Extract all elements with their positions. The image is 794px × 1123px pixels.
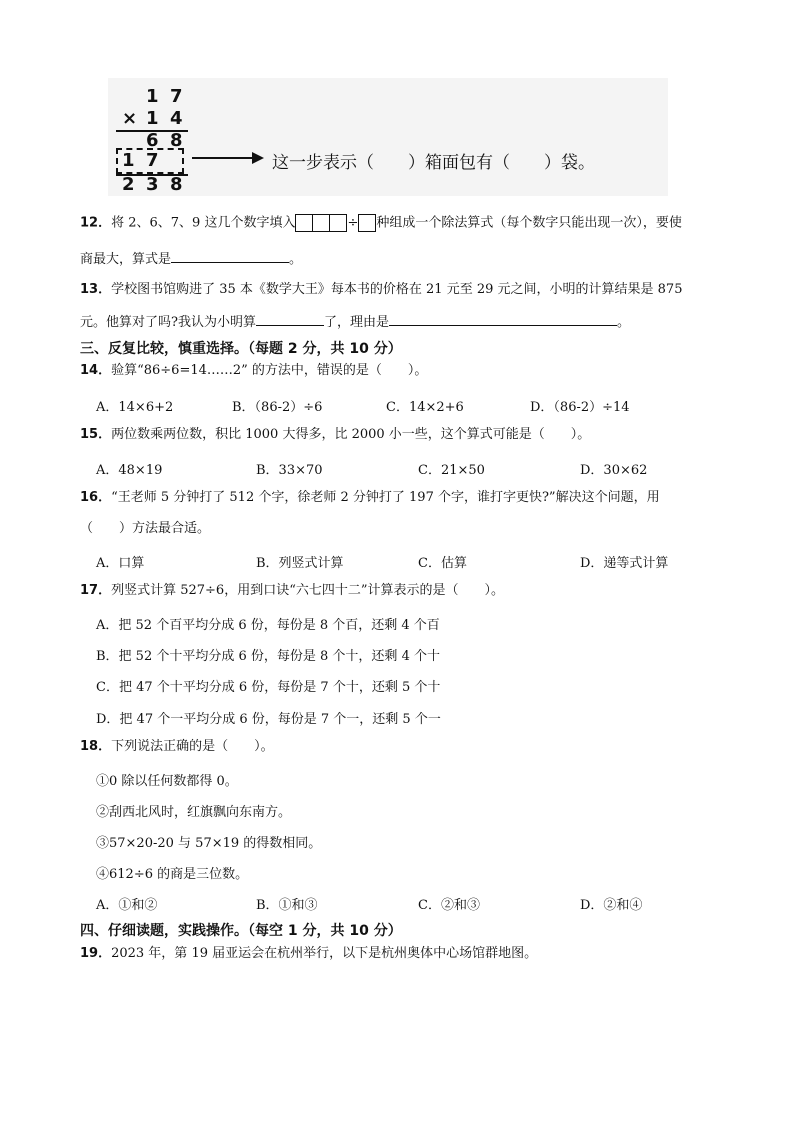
arrow-icon xyxy=(192,151,264,165)
question-12-line2: 商最大，算式是 。 xyxy=(80,252,303,267)
times-sign: × xyxy=(122,108,138,129)
option-d[interactable]: D．（86-2）÷14 xyxy=(530,400,630,415)
option-d[interactable]: D．把 47 个一平均分成 6 份，每份是 7 个一，还剩 5 个一 xyxy=(96,712,441,727)
statement-3: ③57×20-20 与 57×19 的得数相同。 xyxy=(96,836,322,851)
answer-box[interactable] xyxy=(358,214,376,232)
question-16-line2: （ ）方法最合适。 xyxy=(80,521,211,536)
option-b[interactable]: B．①和③ xyxy=(256,898,318,913)
answer-box[interactable] xyxy=(313,214,330,232)
figure-digit: 1 xyxy=(122,150,135,171)
question-14: 14．验算“86÷6=14……2” 的方法中，错误的是（ ）。 xyxy=(80,363,428,378)
section-4-heading: 四、仔细读题，实践操作。（每空 1 分，共 10 分） xyxy=(80,923,402,939)
question-19: 19．2023 年，第 19 届亚运会在杭州举行，以下是杭州奥体中心场馆群地图。 xyxy=(80,946,538,961)
question-16-line1: 16．“王老师 5 分钟打了 512 个字，徐老师 2 分钟打了 197 个字，谁打字更快?”解决这个问题，用 xyxy=(80,490,660,505)
option-a[interactable]: A．①和② xyxy=(96,898,158,913)
statement-2: ②刮西北风时，红旗飘向东南方。 xyxy=(96,805,292,820)
option-b[interactable]: B．（86-2）÷6 xyxy=(232,400,323,415)
option-c[interactable]: C．把 47 个十平均分成 6 份，每份是 7 个十，还剩 5 个十 xyxy=(96,680,441,695)
option-a[interactable]: A．口算 xyxy=(96,556,145,571)
question-13-line1: 13．学校图书馆购进了 35 本《数学大王》每本书的价格在 21 元至 29 元之间，小明的计算结果是 875 xyxy=(80,282,683,297)
figure-digit: 7 xyxy=(146,150,159,171)
option-a[interactable]: A．把 52 个百平均分成 6 份，每份是 8 个百，还剩 4 个百 xyxy=(96,618,440,633)
question-15: 15．两位数乘两位数，积比 1000 大得多，比 2000 小一些，这个算式可能是（ ）。 xyxy=(80,427,591,442)
figure-caption: 这一步表示（ ）箱面包有（ ）袋。 xyxy=(272,153,595,173)
option-d[interactable]: D．递等式计算 xyxy=(580,556,669,571)
figure-digit: 3 xyxy=(146,174,159,195)
section-3-heading: 三、反复比较，慎重选择。（每题 2 分，共 10 分） xyxy=(80,341,402,357)
answer-boxes[interactable] xyxy=(295,214,347,232)
figure-digit: 4 xyxy=(170,108,183,129)
answer-box[interactable] xyxy=(295,214,313,232)
figure-digit: 1 xyxy=(146,86,159,107)
figure-digit: 2 xyxy=(122,174,135,195)
figure-digit: 8 xyxy=(170,174,183,195)
figure-digit: 6 xyxy=(146,130,159,151)
answer-blank[interactable] xyxy=(389,313,617,326)
option-b[interactable]: B．33×70 xyxy=(256,463,323,478)
option-a[interactable]: A．48×19 xyxy=(96,463,163,478)
option-c[interactable]: C．②和③ xyxy=(418,898,480,913)
question-17: 17．列竖式计算 527÷6，用到口诀“六七四十二”计算表示的是（ ）。 xyxy=(80,583,504,598)
statement-1: ①0 除以任何数都得 0。 xyxy=(96,774,238,789)
figure-digit: 7 xyxy=(170,86,183,107)
figure-digit: 8 xyxy=(170,130,183,151)
option-c[interactable]: C．估算 xyxy=(418,556,467,571)
answer-blank[interactable] xyxy=(171,250,289,263)
option-b[interactable]: B．把 52 个十平均分成 6 份，每份是 8 个十，还剩 4 个十 xyxy=(96,649,440,664)
multiplication-figure xyxy=(108,78,668,196)
option-d[interactable]: D．30×62 xyxy=(580,463,648,478)
question-12-line1: 12．将 2、6、7、9 这几个数字填入 ÷ 种组成一个除法算式（每个数字只能出现一次），要使 xyxy=(80,215,682,231)
option-c[interactable]: C．14×2+6 xyxy=(386,400,464,415)
question-13-line2: 元。他算对了吗?我认为小明算 了，理由是 。 xyxy=(80,315,631,330)
answer-blank[interactable] xyxy=(256,313,324,326)
figure-digit: 1 xyxy=(146,108,159,129)
option-b[interactable]: B．列竖式计算 xyxy=(256,556,344,571)
option-c[interactable]: C．21×50 xyxy=(418,463,485,478)
option-d[interactable]: D．②和④ xyxy=(580,898,643,913)
option-a[interactable]: A．14×6+2 xyxy=(96,400,174,415)
answer-box[interactable] xyxy=(330,214,347,232)
question-18: 18．下列说法正确的是（ ）。 xyxy=(80,739,274,754)
statement-4: ④612÷6 的商是三位数。 xyxy=(96,867,249,882)
